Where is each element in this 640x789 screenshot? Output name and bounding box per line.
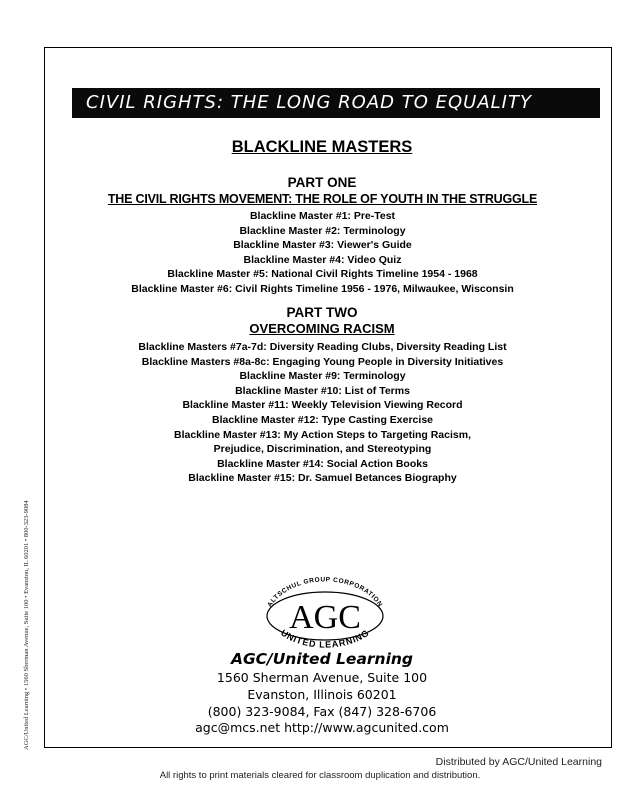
- company-city: Evanston, Illinois 60201: [247, 687, 397, 702]
- list-item: Blackline Master #3: Viewer's Guide: [233, 239, 412, 252]
- list-item: Blackline Masters #8a-8c: Engaging Young People in Diversity Initiatives: [141, 355, 504, 368]
- list-item: Blackline Master #2: Terminology: [239, 224, 406, 237]
- side-address-text: AGC/United Learning • 1560 Sherman Avenue, Suite 100 • Evanston, IL 60201 • 800-323-9084: [23, 500, 30, 750]
- list-item: Blackline Master #13: My Action Steps to Targeting Racism,: [174, 428, 471, 441]
- logo-letters: AGC: [289, 599, 361, 636]
- list-item: Blackline Masters #7a-7d: Diversity Reading Clubs, Diversity Reading List: [138, 341, 507, 353]
- distributed-by: Distributed by AGC/United Learning: [435, 756, 602, 768]
- company-street: 1560 Sherman Avenue, Suite 100: [216, 670, 428, 685]
- list-item: Blackline Master #5: National Civil Rights Timeline 1954 - 1968: [167, 268, 478, 281]
- list-item: Blackline Master #1: Pre-Test: [249, 210, 396, 222]
- part-one-heading: PART ONE: [287, 175, 357, 190]
- company-phone: (800) 323-9084, Fax (847) 328-6706: [207, 704, 437, 719]
- part-two-subheading: OVERCOMING RACISM: [249, 321, 395, 336]
- list-item: Blackline Master #9: Terminology: [239, 370, 406, 383]
- company-name: AGC/United Learning: [230, 650, 414, 668]
- part-one-subheading: THE CIVIL RIGHTS MOVEMENT: THE ROLE OF YOUTH IN THE STRUGGLE: [107, 192, 538, 206]
- list-item: Blackline Master #14: Social Action Books: [217, 457, 428, 470]
- rights-notice: All rights to print materials cleared for classroom duplication and distribution.: [159, 770, 481, 781]
- list-item: Blackline Master #15: Dr. Samuel Betances Biography: [188, 472, 457, 485]
- list-item: Blackline Master #12: Type Casting Exercise: [212, 413, 433, 426]
- banner-title: CIVIL RIGHTS: THE LONG ROAD TO EQUALITY: [72, 88, 600, 118]
- company-web: agc@mcs.net http://www.agcunited.com: [195, 720, 449, 735]
- logo-top-arc-text: ALTSCHUL GROUP CORPORATION: [266, 576, 384, 609]
- list-item: Blackline Master #6: Civil Rights Timeline 1956 - 1976, Milwaukee, Wisconsin: [131, 282, 514, 295]
- list-item: Blackline Master #11: Weekly Television Viewing Record: [182, 399, 463, 412]
- list-item: Blackline Master #4: Video Quiz: [243, 253, 402, 266]
- part-one-list: [55, 209, 590, 297]
- part-two-list: [55, 340, 590, 486]
- part-two-heading: PART TWO: [286, 305, 358, 320]
- list-item: Prejudice, Discrimination, and Stereotyping: [213, 443, 432, 456]
- agc-logo: [250, 568, 400, 656]
- page-title: BLACKLINE MASTERS: [231, 138, 413, 156]
- logo-bottom-arc-text: UNITED LEARNING: [278, 627, 372, 650]
- list-item: Blackline Master #10: List of Terms: [235, 384, 410, 397]
